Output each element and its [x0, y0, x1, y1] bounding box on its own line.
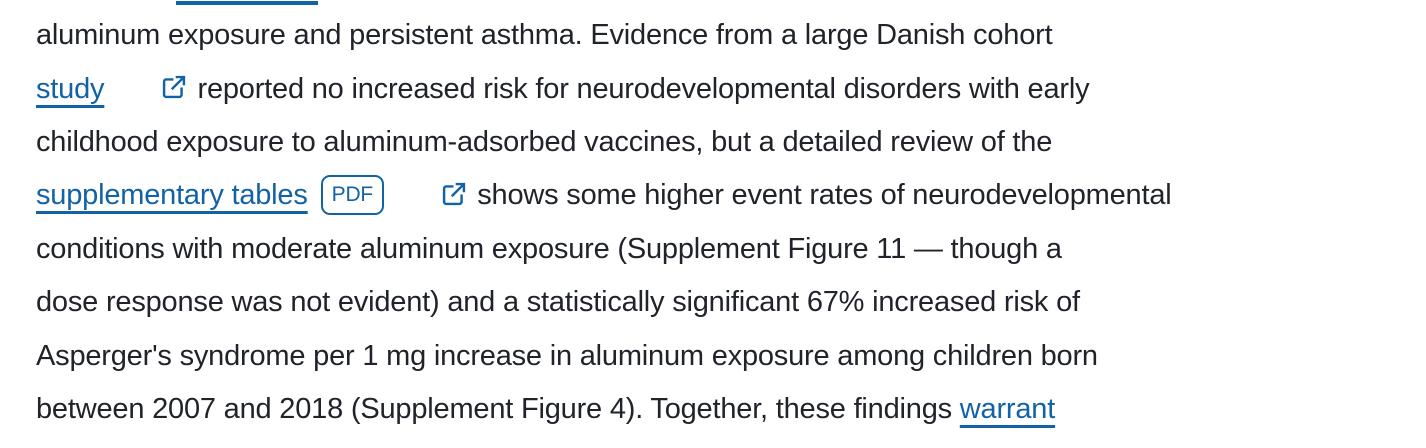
line-text: between 2007 and 2018 (Supplement Figure 4). Together, these findings [36, 392, 960, 425]
line-text: aluminum exposure and persistent asthma. Evidence from a large Danish cohort [36, 19, 1053, 52]
paragraph-line [36, 116, 1412, 169]
external-link-icon[interactable] [393, 147, 468, 249]
paragraph-line [36, 62, 1412, 115]
article-paragraph [36, 9, 1412, 436]
supplementary-tables-link[interactable]: supplementary tables [36, 179, 308, 212]
paragraph-line [36, 169, 1412, 222]
line-text: dose response was not evident) and a statistically significant 67% increased risk of [36, 286, 1080, 319]
line-text: shows some higher event rates of neurodevelopmental [477, 179, 1172, 212]
truncated-link-underline[interactable] [176, 1, 318, 5]
line-text: reported no increased risk for neurodevelopmental disorders with early [197, 72, 1090, 105]
paragraph-line [36, 276, 1412, 329]
external-link-icon[interactable] [113, 40, 188, 142]
line-text: conditions with moderate aluminum exposure (Supplement Figure 11 — though a [36, 232, 1062, 265]
paragraph-line [36, 329, 1412, 382]
line-text: childhood exposure to aluminum-adsorbed vaccines, but a detailed review of the [36, 125, 1053, 158]
paragraph-line [36, 9, 1412, 62]
line-text: Asperger's syndrome per 1 mg increase in aluminum exposure among children born [36, 339, 1098, 372]
paragraph-line [36, 223, 1412, 276]
study-link[interactable]: study [36, 72, 105, 105]
pdf-badge[interactable]: PDF [321, 175, 384, 215]
paragraph-line [36, 383, 1412, 436]
warrant-link[interactable]: warrant [959, 392, 1056, 425]
